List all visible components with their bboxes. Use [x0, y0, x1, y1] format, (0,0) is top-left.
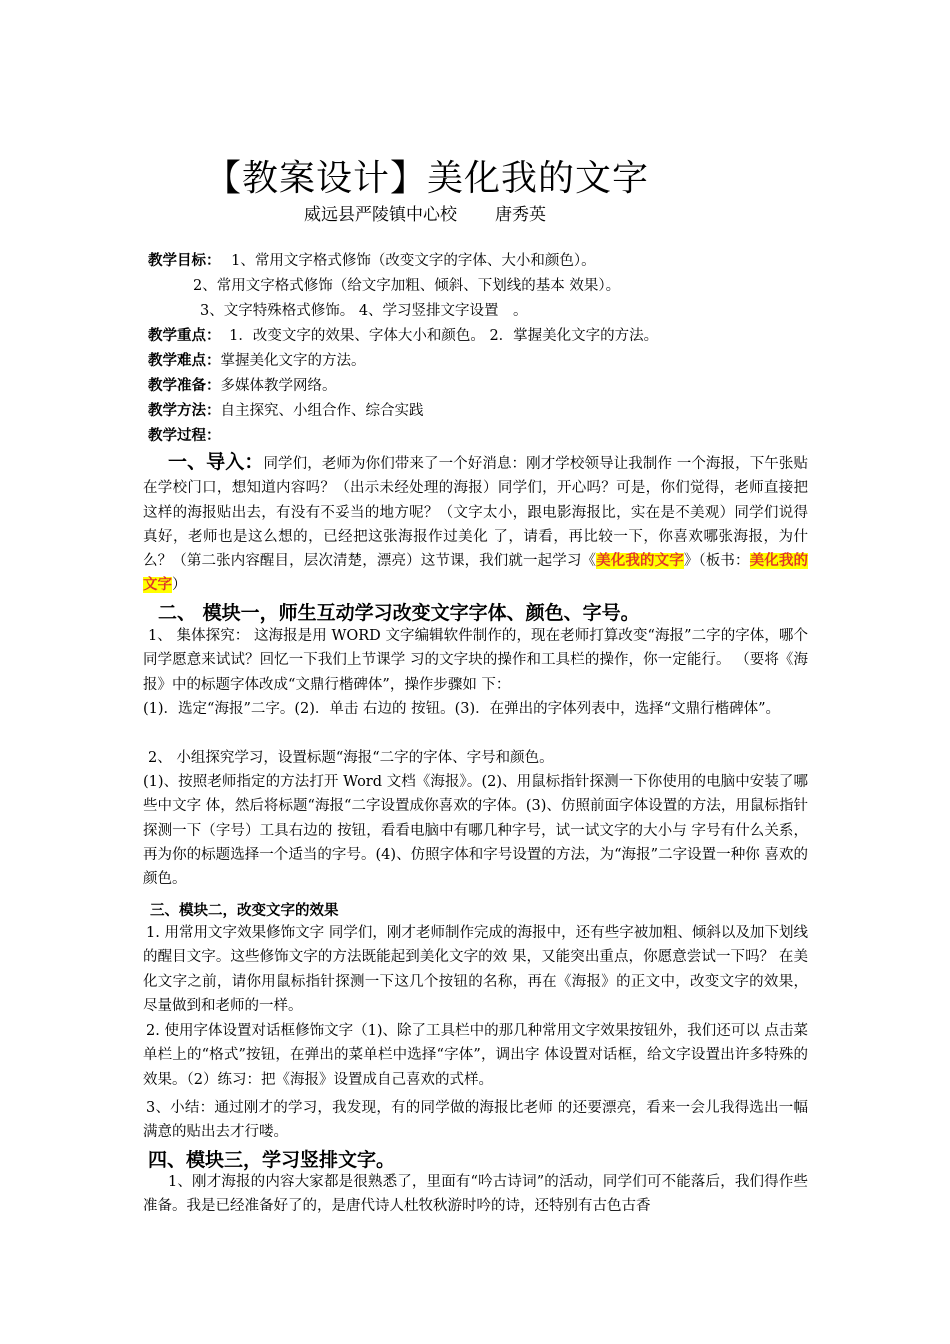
intro-text: 同学们，老师为你们带来了一个好消息：刚才学校领导让我制作 一个海报，下午张贴在学校门口，想知道内容吗？（出示未经处理的海报）同学们，开心吗？可是，你们觉得，老师直接把这样的海报贴出去，有没有不妥当的地方呢？（文字太小，跟电影海报比，实在是不美观）同学们说得真好，老师也是这么想的，已经把这张海报作过美化 了，请看，再比较一下，你喜欢哪张海报，为什么？（第二张内容醒目，层次清楚，漂亮）这节课，我们就一起学习《	[143, 456, 808, 570]
process-line	[148, 426, 221, 446]
intro-mid: 》（板书：	[683, 553, 750, 570]
intro-highlight-2: 美化我的文字	[143, 553, 809, 594]
key-points-line	[148, 326, 658, 346]
intro-heading: 一、导入：	[168, 451, 264, 473]
module2-paragraph-1: 1. 用常用文字效果修饰文字 同学们，刚才老师制作完成的海报中，还有些字被加粗、倾斜以及加下划线的醒目文字。这些修饰文字的方法既能起到美化文字的效 果，又能突出重点，你愿意尝试一下吗？ 在美化文字之前，请你用鼠标指针探测一下这几个按钮的名称，再在《海报》的正文中，改变文字的效果，尽量做到和老师的一样。	[143, 925, 808, 1014]
method-text: 自主探究、小组合作、综合实践	[220, 403, 424, 419]
key-points-text: 1．改变文字的效果、字体大小和颜色。 2．掌握美化文字的方法。	[229, 328, 659, 344]
difficulty-label: 教学难点：	[148, 353, 221, 369]
process-label: 教学过程：	[148, 428, 221, 444]
preparation-line	[148, 376, 337, 396]
module1-paragraph-4: (1)、按照老师指定的方法打开 Word 文档《海报》。(2)、用鼠标指针探测一下你使用的电脑中安装了哪些中文字 体，然后将标题“海报“二字设置成你喜欢的字体。(3)、仿照前面字体设置的方法，用鼠标指针探测一下（字号）工具右边的 按钮，看看电脑中有哪几种字号，试一试文字的大小与 字号有什么关系，再为你的标题选择一个适当的字号。(4)、仿照字体和字号设置的方法，为“海报”二字设置一种你 喜欢的颜色。	[143, 774, 808, 888]
module2-paragraph-3: 3、小结：通过刚才的学习，我发现，有的同学做的海报比老师 的还要漂亮，看来一会儿我得选出一幅满意的贴出去才行喽。	[143, 1100, 808, 1141]
objectives-line-1	[148, 251, 596, 271]
difficulty-line	[148, 351, 366, 371]
module1-paragraph-2: (1)．选定“海报”二字。(2)．单击 右边的 按钮。(3)．在弹出的字体列表中，选择“文鼎行楷碑体”。	[143, 701, 780, 717]
intro-highlight-1: 美化我的文字	[596, 553, 684, 570]
module2-paragraph-2: 2. 使用字体设置对话框修饰文字（1)、除了工具栏中的那几种常用文字效果按钮外，我们还可以 点击菜单栏上的“格式”按钮，在弹出的菜单栏中选择“字体”，调出字 体设置对话框，给文字设置出许多特殊的效果。（2）练习：把《海报》设置成自己喜欢的式样。	[143, 1023, 808, 1088]
key-points-label: 教学重点：	[148, 328, 221, 344]
method-line	[148, 401, 424, 421]
module3-paragraph-1: 1、刚才海报的内容大家都是很熟悉了，里面有“吟古诗词”的活动，同学们可不能落后，我们得作些准备。我是已经准备好了的，是唐代诗人杜牧秋游时吟的诗，还特别有古色古香	[143, 1174, 808, 1215]
objectives-line-3: 3、文字特殊格式修饰。 4、学习竖排文字设置 。	[200, 303, 528, 319]
intro-paragraph	[143, 450, 808, 598]
preparation-label: 教学准备：	[148, 378, 221, 394]
author-school: 威远县严陵镇中心校	[304, 205, 457, 225]
method-label: 教学方法：	[148, 403, 221, 419]
module3-heading: 四、模块三，学习竖排文字。	[148, 1149, 396, 1171]
module2-heading: 三、模块二，改变文字的效果	[150, 903, 339, 919]
module1-paragraph-1: 1、 集体探究： 这海报是用 WORD 文字编辑软件制作的，现在老师打算改变“海报”二字的字体，哪个同学愿意来试试？回忆一下我们上节课学 习的文字块的操作和工具栏的操作，你一定能行。 （要将《海报》中的标题字体改成“文鼎行楷碑体”，操作步骤如 下：	[143, 628, 808, 693]
author-line	[304, 200, 546, 225]
intro-end: ）	[172, 577, 187, 594]
module1-heading: 二、 模块一，师生互动学习改变文字字体、颜色、字号。	[158, 602, 640, 624]
objectives-label: 教学目标：	[148, 253, 221, 269]
difficulty-text: 掌握美化文字的方法。	[220, 353, 366, 369]
author-name: 唐秀英	[495, 205, 546, 225]
preparation-text: 多媒体教学网络。	[220, 378, 337, 394]
objectives-line-2: 2、常用文字格式修饰（给文字加粗、倾斜、下划线的基本 效果）。	[193, 278, 621, 294]
document-title: 【教案设计】美化我的文字	[205, 158, 650, 199]
module1-paragraph-3: 2、 小组探究学习，设置标题“海报“二字的字体、字号和颜色。	[148, 750, 554, 766]
objectives-item-1: 1、常用文字格式修饰（改变文字的字体、大小和颜色）。	[231, 253, 596, 269]
